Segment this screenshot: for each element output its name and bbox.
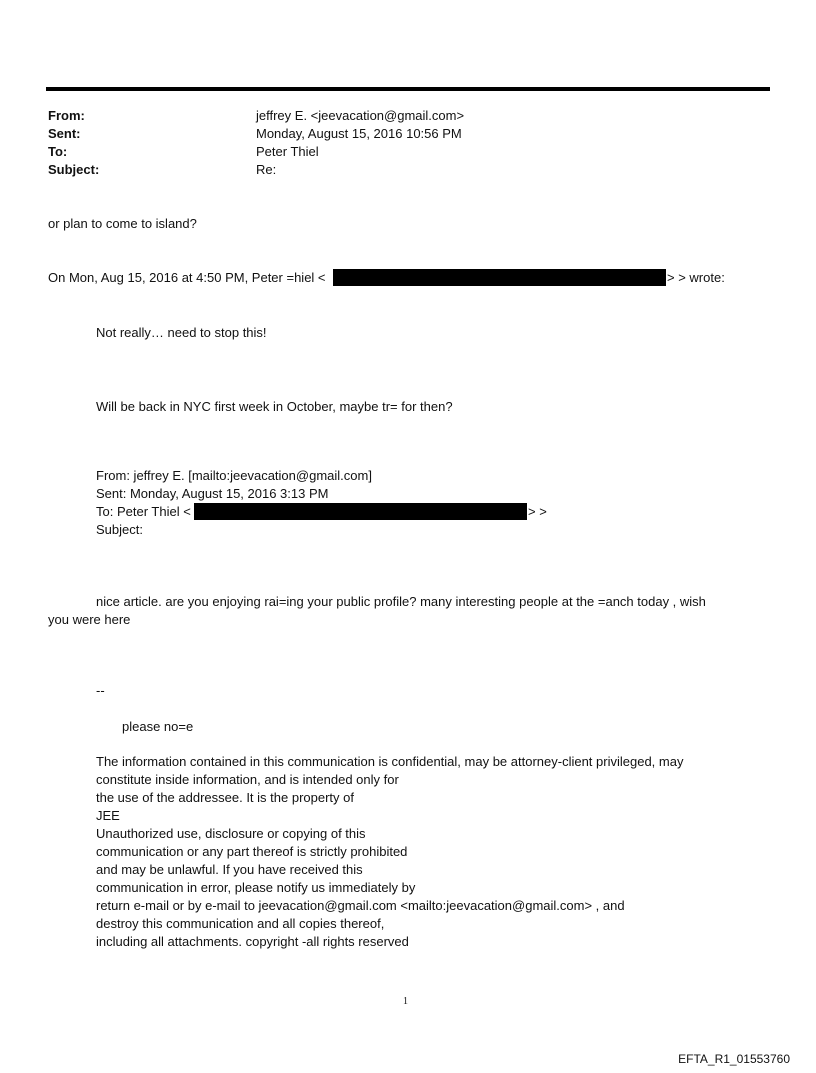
disclaimer-line: JEE [96, 808, 120, 823]
disclaimer-line: Unauthorized use, disclosure or copying of this [96, 826, 366, 841]
orig-sent: Sent: Monday, August 15, 2016 3:13 PM [96, 486, 329, 501]
to-label: To: [48, 144, 68, 159]
reply-line-2: Will be back in NYC first week in October, maybe tr= for then? [96, 399, 453, 414]
body-line-1: or plan to come to island? [48, 216, 197, 231]
bates-number: EFTA_R1_01553760 [678, 1052, 790, 1066]
disclaimer-line: including all attachments. copyright -all rights reserved [96, 934, 409, 949]
sent-value: Monday, August 15, 2016 10:56 PM [256, 126, 462, 141]
orig-from: From: jeffrey E. [mailto:jeevacation@gmail.com] [96, 468, 372, 483]
reply-line-1: Not really… need to stop this! [96, 325, 267, 340]
quote-intro-start: On Mon, Aug 15, 2016 at 4:50 PM, Peter =hiel < [48, 270, 326, 285]
to-row [48, 143, 319, 161]
orig-message-line-2: you were here [48, 612, 131, 627]
subject-value: Re: [256, 162, 277, 177]
page-number: 1 [403, 996, 408, 1007]
from-value: jeffrey E. <jeevacation@gmail.com> [256, 108, 465, 123]
sent-row [48, 125, 462, 143]
orig-to-end: > > [528, 504, 547, 519]
disclaimer-line: communication in error, please notify us immediately by [96, 880, 416, 895]
quote-intro-end: > > wrote: [667, 270, 725, 285]
disclaimer-line: destroy this communication and all copies thereof, [96, 916, 385, 931]
disclaimer-line: the use of the addressee. It is the property of [96, 790, 354, 805]
subject-label: Subject: [48, 162, 100, 177]
sent-label: Sent: [48, 126, 81, 141]
orig-message-line-1: nice article. are you enjoying rai=ing your public profile? many interesting people at the =anch today , wish [96, 594, 706, 609]
from-row [48, 107, 465, 125]
orig-subject: Subject: [96, 522, 143, 537]
disclaimer-line: communication or any part thereof is strictly prohibited [96, 844, 408, 859]
signature-dash: -- [96, 683, 105, 698]
redaction-block [333, 269, 666, 286]
disclaimer-line: return e-mail or by e-mail to jeevacation@gmail.com <mailto:jeevacation@gmail.com> , and [96, 898, 625, 913]
disclaimer-line: and may be unlawful. If you have received this [96, 862, 363, 877]
disclaimer-line: constitute inside information, and is intended only for [96, 772, 399, 787]
to-value: Peter Thiel [256, 144, 319, 159]
disclaimer-line: The information contained in this communication is confidential, may be attorney-client privileged, may [96, 754, 684, 769]
from-label: From: [48, 108, 85, 123]
orig-to-start: To: Peter Thiel < [96, 504, 191, 519]
header-rule [46, 87, 770, 91]
redaction-block [194, 503, 527, 520]
signature-note: please no=e [122, 719, 194, 734]
subject-row [48, 161, 277, 179]
